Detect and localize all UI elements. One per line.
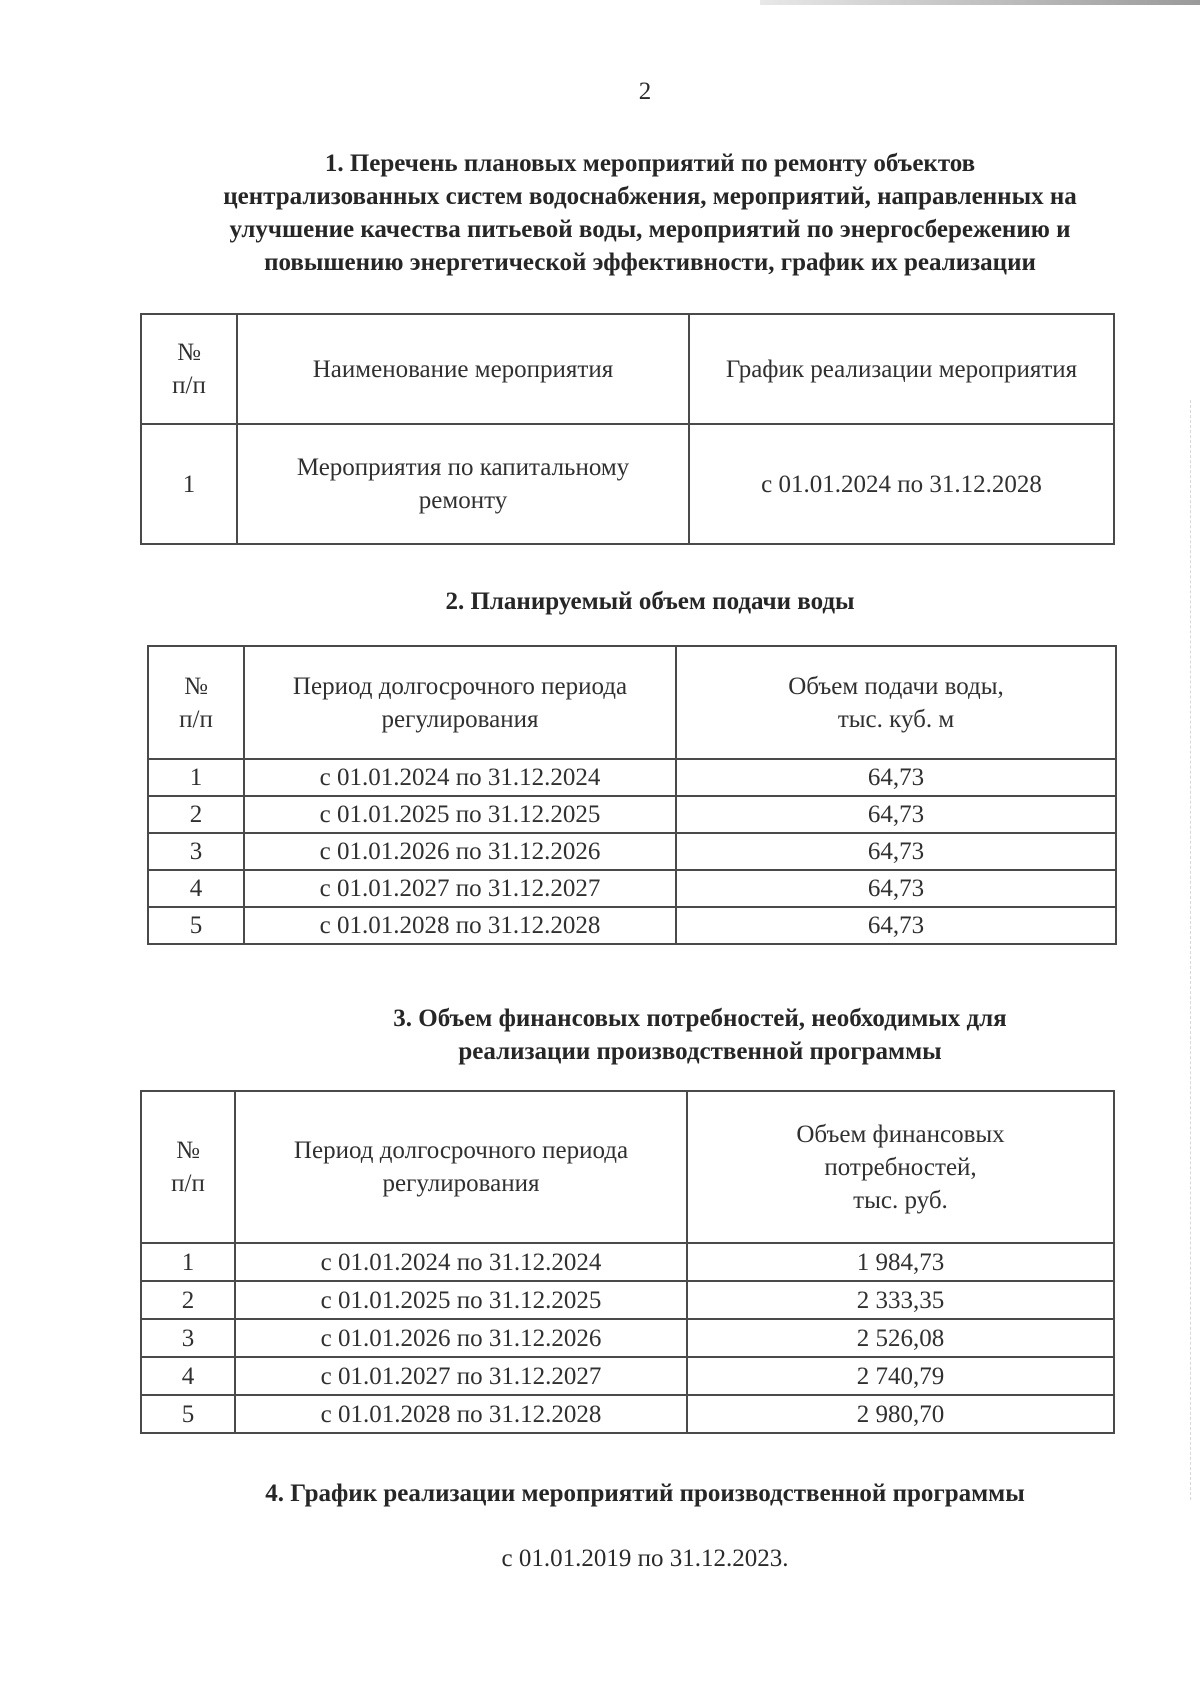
cell-num: 3 — [141, 1319, 235, 1357]
cell-value: 2 980,70 — [687, 1395, 1114, 1433]
cell-period: с 01.01.2027 по 31.12.2027 — [244, 870, 676, 907]
cell-num: 5 — [148, 907, 244, 944]
cell-value: 64,73 — [676, 796, 1116, 833]
table-row — [141, 1243, 1114, 1281]
header-financial-volume: Объем финансовых потребностей, тыс. руб. — [687, 1091, 1114, 1243]
cell-period: с 01.01.2026 по 31.12.2026 — [235, 1319, 687, 1357]
section3-title — [200, 1002, 1200, 1068]
cell-num: 1 — [148, 759, 244, 796]
section1-title-line: централизованных систем водоснабжения, мероприятий, направленных на — [223, 183, 1077, 210]
activities-table — [140, 313, 1115, 545]
table-row — [141, 1357, 1114, 1395]
cell-value: 2 526,08 — [687, 1319, 1114, 1357]
cell-period: с 01.01.2028 по 31.12.2028 — [244, 907, 676, 944]
header-period: Период долгосрочного периода регулирования — [244, 646, 676, 759]
cell-value: 64,73 — [676, 870, 1116, 907]
page-number: 2 — [638, 78, 652, 105]
section1-title — [145, 147, 1155, 279]
scan-edge — [760, 0, 1200, 5]
cell-period: с 01.01.2027 по 31.12.2027 — [235, 1357, 687, 1395]
table-row — [141, 424, 1114, 544]
table-header-row — [141, 1091, 1114, 1243]
header-schedule: График реализации мероприятия — [689, 314, 1114, 424]
header-num: № п/п — [141, 314, 237, 424]
cell-num: 4 — [141, 1357, 235, 1395]
table-row — [141, 1281, 1114, 1319]
header-water-volume: Объем подачи воды, тыс. куб. м — [676, 646, 1116, 759]
cell-num: 3 — [148, 833, 244, 870]
table-row — [148, 759, 1116, 796]
cell-value: 2 333,35 — [687, 1281, 1114, 1319]
cell-value: 64,73 — [676, 759, 1116, 796]
table-row — [148, 796, 1116, 833]
cell-period: с 01.01.2024 по 31.12.2024 — [244, 759, 676, 796]
cell-activity-name: Мероприятия по капитальному ремонту — [237, 424, 689, 544]
cell-value: 64,73 — [676, 907, 1116, 944]
section3-title-line: реализации производственной программы — [458, 1038, 942, 1065]
header-num: № п/п — [148, 646, 244, 759]
cell-period: с 01.01.2028 по 31.12.2028 — [235, 1395, 687, 1433]
table-row — [148, 833, 1116, 870]
section2-title: 2. Планируемый объем подачи воды — [445, 588, 855, 615]
section1-title-line: 1. Перечень плановых мероприятий по ремонту объектов — [324, 150, 976, 177]
cell-schedule: с 01.01.2024 по 31.12.2028 — [689, 424, 1114, 544]
section1-title-line: улучшение качества питьевой воды, мероприятий по энергосбережению и — [229, 216, 1071, 243]
section4-date-range: с 01.01.2019 по 31.12.2023. — [501, 1545, 789, 1572]
header-activity-name: Наименование мероприятия — [237, 314, 689, 424]
cell-value: 2 740,79 — [687, 1357, 1114, 1395]
scan-margin-mark — [1190, 400, 1193, 1500]
table-row — [141, 1395, 1114, 1433]
table-row — [148, 907, 1116, 944]
section3-title-line: 3. Объем финансовых потребностей, необходимых для — [393, 1005, 1007, 1032]
financial-needs-table — [140, 1090, 1115, 1434]
section1-title-line: повышению энергетической эффективности, график их реализации — [264, 249, 1036, 276]
table-row — [141, 1319, 1114, 1357]
cell-num: 2 — [141, 1281, 235, 1319]
header-period: Период долгосрочного периода регулирования — [235, 1091, 687, 1243]
cell-period: с 01.01.2025 по 31.12.2025 — [235, 1281, 687, 1319]
cell-num: 1 — [141, 1243, 235, 1281]
cell-value: 1 984,73 — [687, 1243, 1114, 1281]
cell-period: с 01.01.2026 по 31.12.2026 — [244, 833, 676, 870]
section4-title: 4. График реализации мероприятий производственной программы — [265, 1480, 1025, 1507]
cell-num: 1 — [141, 424, 237, 544]
table-row — [148, 870, 1116, 907]
header-num: № п/п — [141, 1091, 235, 1243]
table-header-row — [148, 646, 1116, 759]
cell-value: 64,73 — [676, 833, 1116, 870]
cell-num: 4 — [148, 870, 244, 907]
cell-num: 5 — [141, 1395, 235, 1433]
cell-period: с 01.01.2025 по 31.12.2025 — [244, 796, 676, 833]
water-supply-table — [147, 645, 1117, 945]
cell-num: 2 — [148, 796, 244, 833]
cell-period: с 01.01.2024 по 31.12.2024 — [235, 1243, 687, 1281]
table-header-row — [141, 314, 1114, 424]
